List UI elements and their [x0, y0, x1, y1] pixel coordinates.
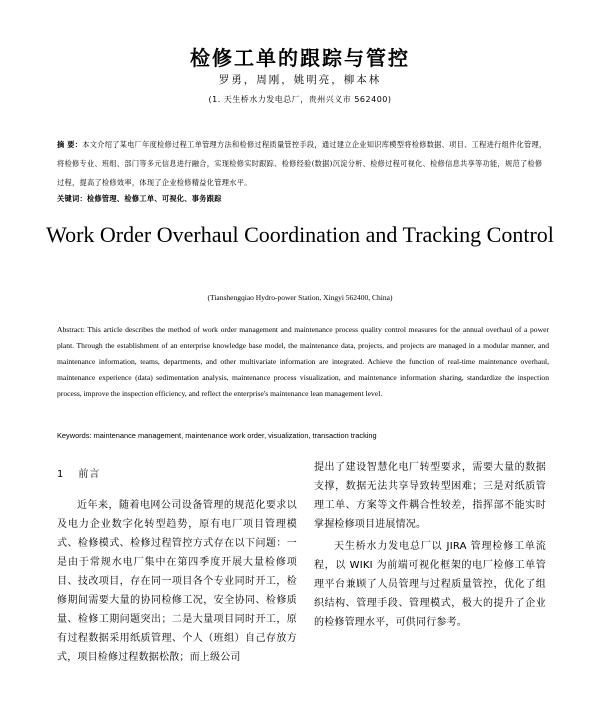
cn-affiliation: (1. 天生桥水力发电总厂，贵州兴义市 562400) [208, 95, 392, 104]
cn-title: 检修工单的跟踪与管控 [190, 46, 410, 70]
en-abstract [57, 322, 549, 402]
section-heading [57, 465, 297, 480]
cn-keywords [57, 192, 549, 206]
left-paragraph: 近年来，随着电网公司设备管理的规范化要求以及电力企业数字化转型趋势，原有电厂项目管理模式、检修模式、检修过程管控方式存在以下问题：一是由于常规水电厂集中在第四季度开展大量检修项目、技改项目，存在同一项目各个专业同时开工，检修期间需要大量的协同检修工况，安全协同、检修质量、检修工期问题突出；二是大量项目同时开工，原有过程数据采用纸质管理、个人（班组）自己存放方式，项目检修过程数据松散；而上级公司 [57, 500, 297, 663]
cn-abstract-text: 本文介绍了某电厂年度检修过程工单管理方法和检修过程质量管控手段，通过建立企业知识库模型将检修数据、项目、工程进行组件化管理，将检修专业、班组、部门等多元信息进行融合，实现检修实时跟踪、检修经验(数据)沉淀分析、检修过程可视化、检修信息共享等功能，规范了检修过程，提高了检修效率，体现了企业检修精益化管理水平。 [57, 140, 547, 187]
en-keywords-label: Keywords: [57, 431, 92, 440]
cn-keywords-text: 检修管理、检修工单、可视化、事务跟踪 [86, 194, 222, 203]
en-abstract-label: Abstract: [57, 325, 85, 334]
section-number: 1 [57, 469, 65, 480]
en-keywords [57, 431, 549, 440]
right-paragraph-2: 天生桥水力发电总厂以 JIRA 管理检修工单流程，以 WIKI 为前端可视化框架的电厂检修工单管理平台兼顾了人员管理与过程质量管控，优化了组织结构、管理手段、管理模式，极大的提升了企业的检修管理水平，可供同行参考。 [314, 541, 546, 628]
right-column [314, 458, 546, 632]
cn-abstract [57, 135, 549, 192]
right-paragraph-1: 提出了建设智慧化电厂转型要求，需要大量的数据支撑，数据无法共享导致转型困难；三是对纸质管理工单、方案等文件耦合性较差，指挥部不能实时掌握检修项目进展情况。 [314, 462, 546, 530]
en-abstract-text: This article describes the method of work order management and maintenance process quality control measures for the annual overhaul of a power plant. Through the establishment of an enterprise knowledge base model, the maintenance data, projects, and projects are managed in a modular manner, and maintenance information, teams, departments, and other multivariate information are integrated. Achieve the function of real-time maintenance overhaul, maintenance experience (data) sedimentation analysis, maintenance process visualization, and maintenance information sharing, standardize the inspection process, improve the inspection efficiency, and reflect the enterprise's maintenance lean management level. [57, 325, 549, 399]
en-keywords-text: maintenance management, maintenance work order, visualization, transaction tracking [93, 431, 377, 440]
cn-keywords-label: 关键词： [57, 194, 87, 203]
section-title: 前言 [78, 469, 101, 480]
cn-authors: 罗勇，周刚，姚明亮，柳本林 [218, 74, 382, 86]
left-column [57, 465, 297, 667]
cn-abstract-label: 摘 要： [57, 140, 83, 149]
en-title: Work Order Overhaul Coordination and Tracking Control [46, 222, 554, 247]
en-affiliation: (Tianshengqiao Hydro-power Station, Xingyi 562400, China) [207, 293, 393, 302]
